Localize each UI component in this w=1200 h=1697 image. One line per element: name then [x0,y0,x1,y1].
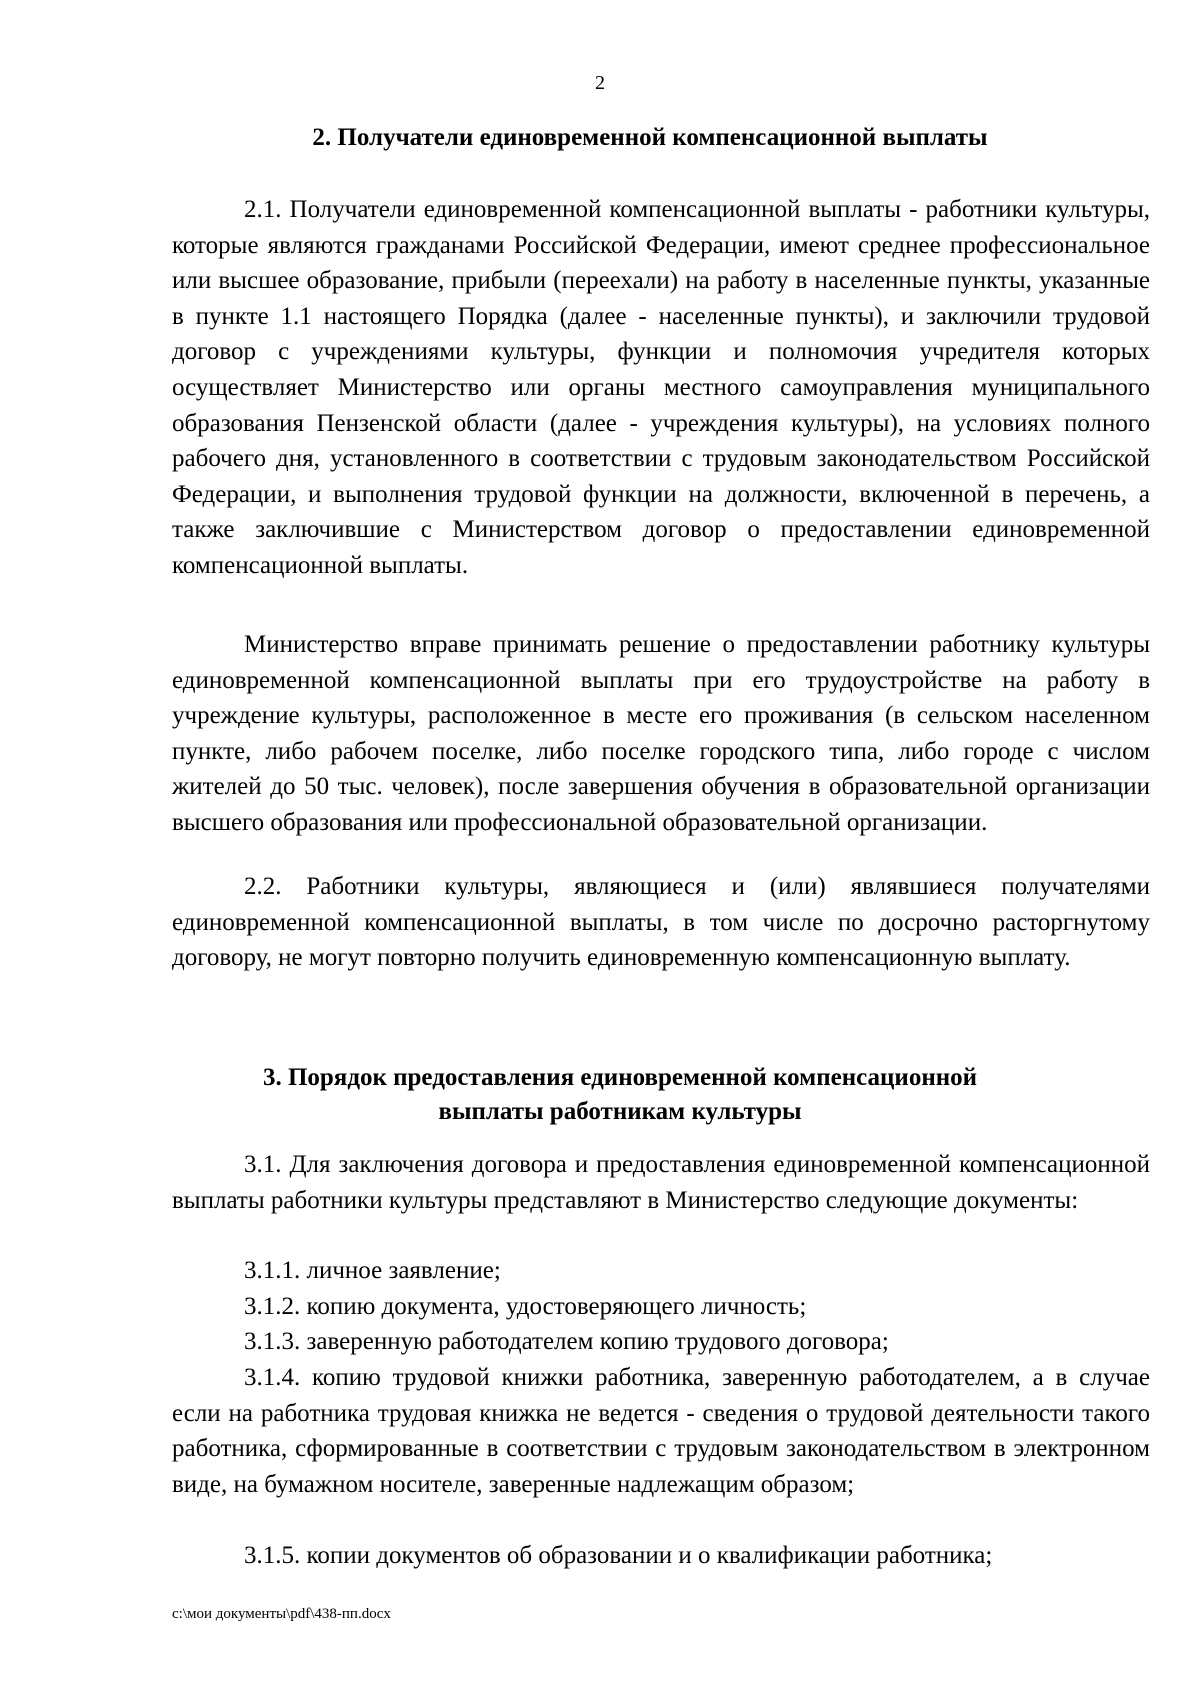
paragraph-3-1-3: 3.1.3. заверенную работодателем копию трудового договора; [244,1328,889,1355]
paragraph-2-2: 2.2. Работники культуры, являющиеся и (или) являвшиеся получателями единовременной компенсационной выплаты, в том числе по досрочно расторгнутому договору, не могут повторно получить единовременную компенсационную выплату. [172,873,1150,972]
paragraph-2-1: 2.1. Получатели единовременной компенсационной выплаты - работники культуры, которые являются гражданами Российской Федерации, имеют среднее профессиональное или высшее образование, прибыли (переехали) на работу в населенные пункты, указанные в пункте 1.1 настоящего Порядка (далее - населенные пункты), и заключили трудовой договор с учреждениями культуры, функции и полномочия учредителя которых осуществляет Министерство или органы местного самоуправления муниципального образования Пензенской области (далее - учреждения культуры), на условиях полного рабочего дня, установленного в соответствии с трудовым законодательством Российской Федерации, и выполнения трудовой функции на должности, включенной в перечень, а также заключившие с Министерством договор о предоставлении единовременной компенсационной выплаты. [172,196,1150,579]
page-number: 2 [595,72,605,94]
footer-file-path: c:\мои документы\pdf\438-пп.docx [172,1606,391,1622]
paragraph-3-1-4: 3.1.4. копию трудовой книжки работника, заверенную работодателем, а в случае если на работника трудовая книжка не ведется - сведения о трудовой деятельности такого работника, сформированные в соответствии с трудовым законодательством в электронном виде, на бумажном носителе, заверенные надлежащим образом; [172,1364,1150,1498]
section-3-heading-line-1: 3. Порядок предоставления единовременной компенсационной [262,1064,978,1091]
section-2-heading: 2. Получатели единовременной компенсационной выплаты [312,124,988,151]
paragraph-3-1-1: 3.1.1. личное заявление; [244,1257,501,1284]
section-3-heading [20,1061,1200,1129]
section-3-heading-line-2: выплаты работникам культуры [438,1098,802,1125]
paragraph-ministry-decision: Министерство вправе принимать решение о предоставлении работнику культуры единовременной компенсационной выплаты при его трудоустройстве на работу в учреждение культуры, расположенное в месте его проживания (в сельском населенном пункте, либо рабочем поселке, либо поселке городского типа, либо городе с числом жителей до 50 тыс. человек), после завершения обучения в образовательной организации высшего образования или профессиональной образовательной организации. [172,631,1150,836]
paragraph-3-1-2: 3.1.2. копию документа, удостоверяющего личность; [244,1293,807,1320]
paragraph-3-1-5: 3.1.5. копии документов об образовании и о квалификации работника; [244,1542,993,1569]
paragraph-3-1: 3.1. Для заключения договора и предоставления единовременной компенсационной выплаты работники культуры представляют в Министерство следующие документы: [172,1151,1150,1214]
